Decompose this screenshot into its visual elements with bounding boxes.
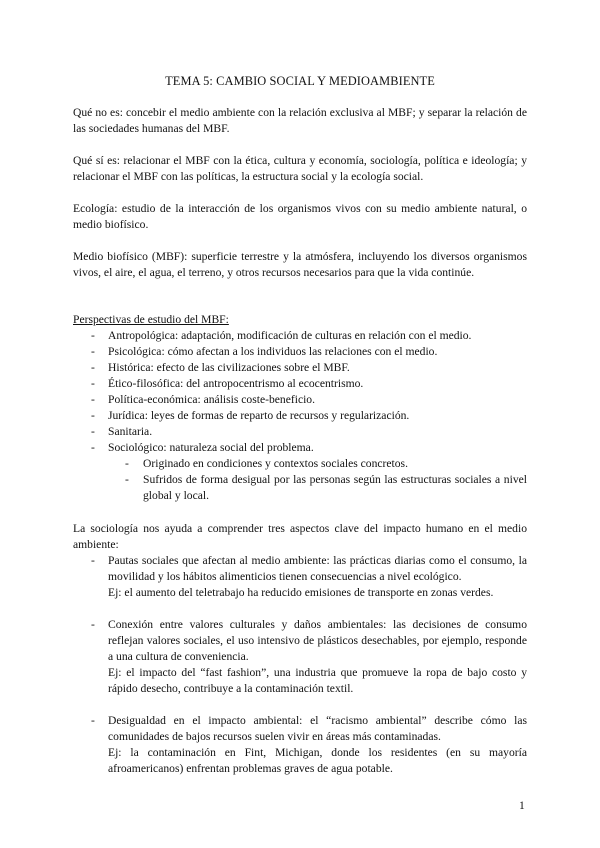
aspect-example: Ej: la contaminación en Fint, Michigan, donde los residentes (en su mayoría afroamericanos) enfrentan problemas graves de agua potable. (108, 746, 527, 775)
aspect-item (73, 617, 527, 697)
paragraph-ecologia: Ecología: estudio de la interacción de los organismos vivos con su medio ambiente natural, o medio biofísico. (73, 202, 527, 231)
list-item-label: Sociológico: naturaleza social del problema. (108, 441, 314, 454)
aspect-text: Pautas sociales que afectan al medio ambiente: las prácticas diarias como el consumo, la movilidad y los hábitos alimenticios tienen consecuencias a nivel ecológico. (108, 554, 527, 583)
list-item: - Sanitaria. (73, 424, 527, 440)
list-item: - Jurídica: leyes de formas de reparto de recursos y regularización. (73, 408, 527, 424)
sub-list-item: - Originado en condiciones y contextos sociales concretos. (108, 456, 527, 472)
paragraph-que-no-es: Qué no es: concebir el medio ambiente con la relación exclusiva al MBF; y separar la relación de las sociedades humanas del MBF. (73, 106, 527, 135)
list-item: - Psicológica: cómo afectan a los individuos las relaciones con el medio. (73, 344, 527, 360)
page-number: 1 (519, 799, 525, 812)
aspect-example: Ej: el impacto del “fast fashion”, una industria que promueve la ropa de bajo costo y rápido desecho, contribuye a la contaminación textil. (108, 666, 527, 695)
perspectives-list (73, 328, 527, 504)
aspect-item (73, 713, 527, 777)
perspectives-heading: Perspectivas de estudio del MBF: (73, 313, 229, 326)
list-item: - Política-económica: análisis coste-beneficio. (73, 392, 527, 408)
aspect-text: Desigualdad en el impacto ambiental: el “racismo ambiental” describe cómo las comunidades de bajos recursos suelen vivir en áreas más contaminadas. (108, 714, 527, 743)
page-title: TEMA 5: CAMBIO SOCIAL Y MEDIOAMBIENTE (165, 74, 435, 88)
aspect-item (73, 553, 527, 601)
sociology-aspects-list (73, 553, 527, 777)
aspect-text: Conexión entre valores culturales y daños ambientales: las decisiones de consumo reflejan valores sociales, el uso intensivo de plásticos desechables, por ejemplo, responde a una cultura de conveniencia. (108, 618, 527, 663)
sociologico-sublist (108, 456, 527, 504)
list-item: - Antropológica: adaptación, modificación de culturas en relación con el medio. (73, 328, 527, 344)
list-item (73, 440, 527, 504)
list-item: - Histórica: efecto de las civilizaciones sobre el MBF. (73, 360, 527, 376)
sociology-intro: La sociología nos ayuda a comprender tres aspectos clave del impacto humano en el medio ambiente: (73, 522, 527, 551)
paragraph-que-si-es: Qué sí es: relacionar el MBF con la ética, cultura y economía, sociología, política e ideología; y relacionar el MBF con las políticas, la estructura social y la ecología social. (73, 154, 527, 183)
sub-list-item: - Sufridos de forma desigual por las personas según las estructuras sociales a nivel global y local. (108, 472, 527, 504)
list-item: - Ético-filosófica: del antropocentrismo al ecocentrismo. (73, 376, 527, 392)
aspect-example: Ej: el aumento del teletrabajo ha reducido emisiones de transporte en zonas verdes. (108, 586, 494, 599)
paragraph-medio-biofisico: Medio biofísico (MBF): superficie terrestre y la atmósfera, incluyendo los diversos organismos vivos, el aire, el agua, el terreno, y otros recursos necesarios para que la vida continúe. (73, 250, 527, 279)
